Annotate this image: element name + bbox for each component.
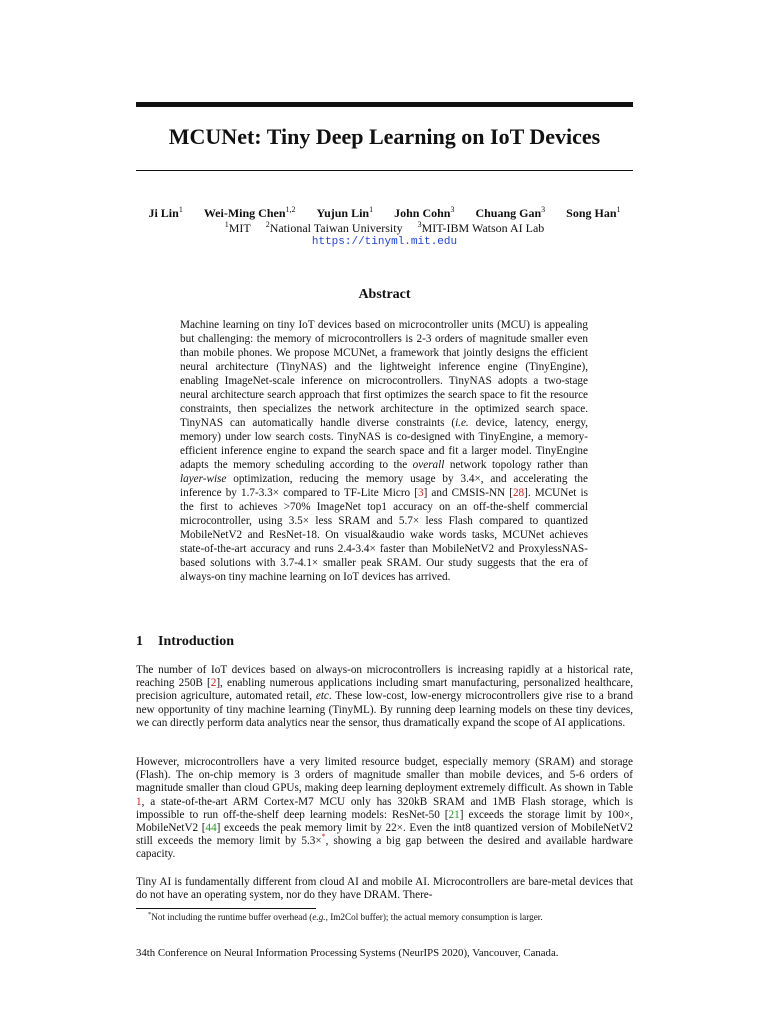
intro-paragraph: The number of IoT devices based on always-on microcontrollers is increasing rapidly at a historical rate, reaching 250B [2], enabling numerous applications including smart manufacturing, personalized healthcare, precision agriculture, automated retail, etc. These low-cost, low-energy microcontrollers give rise to a brand new opportunity of tiny machine learning (TinyML). By running deep learning models on these tiny devices, we can directly perform data analytics near the sensor, thus dramatically expand the scope of AI applications.: [136, 664, 633, 729]
project-url-link[interactable]: https://tinyml.mit.edu: [311, 236, 458, 248]
abstract-text: Machine learning on tiny IoT devices based on microcontroller units (MCU) is appealing but challenging: the memory of microcontrollers is 2-3 orders of magnitude smaller even than mobile phones. We propose MCUNet, a framework that jointly designs the efficient neural architecture (TinyNAS) and the lightweight inference engine (TinyEngine), enabling ImageNet-scale inference on microcontrollers. TinyNAS adopts a two-stage neural architecture search approach that first optimizes the search space to fit the resource constraints, then specializes the network architecture in the optimized search space. TinyNAS can automatically handle diverse constraints (i.e. device, latency, energy, memory) under low search costs. TinyNAS is co-designed with TinyEngine, a memory-efficient inference engine to expand the search space and fit a larger model. TinyEngine adapts the memory scheduling according to the overall network topology rather than layer-wise optimization, reducing the memory usage by 3.4×, and accelerating the inference by 1.7-3.3× compared to TF-Lite Micro [3] and CMSIS-NN [28]. MCUNet is the first to achieves >70% ImageNet top1 accuracy on an off-the-shelf commercial microcontroller, using 3.5× less SRAM and 5.7× less Flash compared to quantized MobileNetV2 and ResNet-18. On visual&audio wake words tasks, MCUNet achieves state-of-the-art accuracy and runs 2.4-3.4× faster than MobileNetV2 and ProxylessNAS-based solutions with 3.7-4.1× smaller peak SRAM. Our study suggests that the era of always-on tiny machine learning on IoT devices has arrived.: [180, 319, 588, 583]
author-list: [136, 206, 633, 221]
author: Song Han$^1$: [566, 205, 621, 220]
paper-title: MCUNet: Tiny Deep Learning on IoT Devices: [168, 124, 601, 149]
author: John Cohn$^3$: [394, 205, 455, 220]
citation-link[interactable]: 28: [512, 487, 525, 499]
affiliation: $^2$National Taiwan University: [265, 220, 403, 235]
conference-note: 34th Conference on Neural Information Processing Systems (NeurIPS 2020), Vancouver, Canada.: [136, 947, 559, 959]
citation-link[interactable]: 44: [205, 822, 217, 835]
author: Ji Lin$^1$: [148, 205, 183, 220]
author: Chuang Gan$^3$: [475, 205, 546, 220]
section-heading: 1 Introduction: [136, 634, 234, 649]
affiliations: [136, 221, 633, 236]
affiliation: $^3$MIT-IBM Watson AI Lab: [417, 220, 545, 235]
citation-link[interactable]: 21: [448, 808, 460, 821]
table-ref-link[interactable]: 1: [136, 795, 142, 808]
footnote-mark[interactable]: *: [321, 832, 326, 842]
author: Wei-Ming Chen$^{1,2}$: [203, 205, 296, 220]
footnote: *Not including the runtime buffer overhead (e.g., Im2Col buffer); the actual memory consumption is larger.: [148, 911, 543, 922]
citation-link[interactable]: 2: [210, 677, 217, 690]
intro-paragraph: However, microcontrollers have a very limited resource budget, especially memory (SRAM) and storage (Flash). The on-chip memory is 3 orders of magnitude smaller than mobile devices, and 5-6 orders of magnitude smaller than cloud GPUs, making deep learning deployment extremely difficult. As shown in Table 1, a state-of-the-art ARM Cortex-M7 MCU only has 320kB SRAM and 1MB Flash storage, which is impossible to run off-the-shelf deep learning models: ResNet-50 [21] exceeds the storage limit by 100×, MobileNetV2 [44] exceeds the peak memory limit by 22×. Even the int8 quantized version of MobileNetV2 still exceeds the memory limit by 5.3×*, showing a big gap between the desired and available hardware capacity.: [136, 756, 633, 861]
intro-paragraph: Tiny AI is fundamentally different from cloud AI and mobile AI. Microcontrollers are bare-metal devices that do not have an operating system, nor do they have DRAM. There-: [136, 876, 633, 902]
title-bottom-rule: [136, 170, 633, 171]
footnote-rule: [136, 908, 316, 909]
abstract-heading: Abstract: [358, 287, 411, 302]
citation-link[interactable]: 3: [417, 487, 424, 499]
title-top-rule: [136, 102, 633, 107]
author: Yujun Lin$^1$: [316, 205, 374, 220]
affiliation: $^1$MIT: [224, 220, 251, 235]
